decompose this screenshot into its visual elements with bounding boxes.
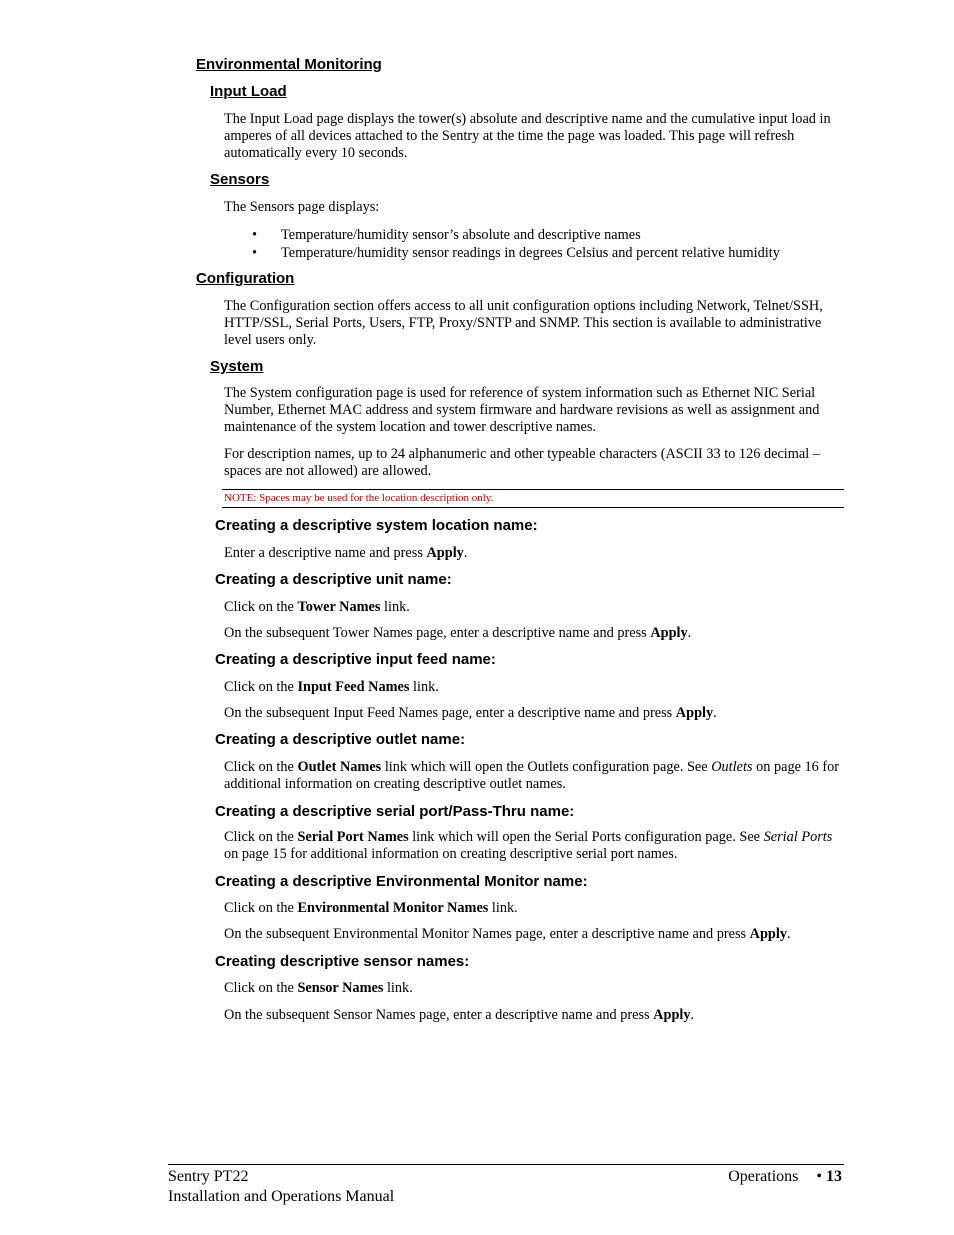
env-monitor-paragraph-2: On the subsequent Environmental Monitor Names page, enter a descriptive name and press Apply. [224, 926, 791, 942]
bullet-text: Temperature/humidity sensor readings in degrees Celsius and percent relative humidity [281, 245, 780, 261]
footer-product: Sentry PT22 [168, 1168, 249, 1185]
heading-unit-name: Creating a descriptive unit name: [215, 571, 452, 588]
heading-input-feed-name: Creating a descriptive input feed name: [215, 651, 496, 668]
serial-port-names-label: Serial Port Names [297, 829, 409, 845]
system-paragraph-1: The System configuration page is used for reference of system information such as Ethernet NIC Serial Number, Ethernet MAC address and system firmware and hardware revisions as well as assignment and maintenance of the system location and tower descriptive names. [224, 385, 820, 436]
footer-chapter: Operations [728, 1168, 799, 1185]
outlet-names-label: Outlet Names [297, 759, 382, 775]
bullet-icon: • [252, 227, 258, 243]
note-text: NOTE: Spaces may be used for the location description only. [224, 492, 494, 504]
apply-label: Apply [426, 545, 464, 561]
apply-label: Apply [653, 1007, 691, 1023]
unit-name-paragraph-1: Click on the Tower Names link. [224, 599, 410, 615]
heading-location-name: Creating a descriptive system location name: [215, 517, 538, 534]
bullet-icon: • [252, 245, 258, 261]
sensors-bullet-list [224, 226, 846, 262]
list-item [224, 226, 846, 244]
footer-left [168, 1167, 394, 1207]
sensor-names-label: Sensor Names [297, 980, 384, 996]
page-number: 13 [826, 1168, 842, 1185]
heading-env-monitor-name: Creating a descriptive Environmental Monitor name: [215, 873, 588, 890]
configuration-paragraph: The Configuration section offers access to all unit configuration options including Network, Telnet/SSH, HTTP/SSL, Serial Ports, Users, FTP, Proxy/SNTP and SNMP. This section is available to administrative level users only. [224, 298, 823, 349]
sensor-names-paragraph-1: Click on the Sensor Names link. [224, 980, 413, 996]
sensors-intro: The Sensors page displays: [224, 199, 380, 215]
env-monitor-paragraph-1: Click on the Environmental Monitor Names link. [224, 900, 518, 916]
input-feed-names-label: Input Feed Names [297, 679, 410, 695]
tower-names-label: Tower Names [297, 599, 381, 615]
heading-environmental-monitoring: Environmental Monitoring [196, 56, 382, 73]
list-item [224, 244, 846, 262]
input-feed-paragraph-1: Click on the Input Feed Names link. [224, 679, 439, 695]
location-name-paragraph: Enter a descriptive name and press Apply. [224, 545, 468, 561]
heading-system: System [210, 358, 264, 375]
heading-sensors: Sensors [210, 171, 270, 188]
bullet-text: Temperature/humidity sensor’s absolute and descriptive names [281, 227, 641, 243]
apply-label: Apply [650, 625, 688, 641]
apply-label: Apply [675, 705, 714, 721]
input-load-paragraph: The Input Load page displays the tower(s) absolute and descriptive name and the cumulative input load in amperes of all devices attached to the Sentry at the time the page was loaded. This page will refresh automatically every 10 seconds. [224, 111, 831, 162]
outlets-reference: Outlets [711, 759, 753, 775]
serial-ports-reference: Serial Ports [763, 829, 833, 845]
heading-input-load: Input Load [210, 83, 287, 100]
note-box [222, 489, 844, 508]
heading-serial-name: Creating a descriptive serial port/Pass-Thru name: [215, 803, 575, 820]
footer-manual: Installation and Operations Manual [168, 1188, 395, 1205]
footer-bullet-icon: • [816, 1168, 822, 1185]
footer-divider [168, 1164, 844, 1165]
sensor-names-paragraph-2: On the subsequent Sensor Names page, enter a descriptive name and press Apply. [224, 1007, 695, 1023]
apply-label: Apply [749, 926, 788, 942]
env-monitor-names-label: Environmental Monitor Names [297, 900, 489, 916]
system-paragraph-2: For description names, up to 24 alphanumeric and other typeable characters (ASCII 33 to 126 decimal – spaces are not allowed) are allowed. [224, 446, 820, 480]
heading-sensor-names: Creating descriptive sensor names: [215, 953, 470, 970]
serial-name-paragraph: Click on the Serial Port Names link which will open the Serial Ports configuration page. See Serial Ports on page 15 for additional information on creating descriptive serial port names. [224, 829, 833, 863]
heading-configuration: Configuration [196, 270, 295, 287]
footer-right [728, 1167, 842, 1187]
outlet-name-paragraph: Click on the Outlet Names link which will open the Outlets configuration page. See Outlets on page 16 for additional information on creating descriptive outlet names. [224, 759, 840, 793]
input-feed-paragraph-2: On the subsequent Input Feed Names page, enter a descriptive name and press Apply. [224, 705, 717, 721]
heading-outlet-name: Creating a descriptive outlet name: [215, 731, 466, 748]
unit-name-paragraph-2: On the subsequent Tower Names page, enter a descriptive name and press Apply. [224, 625, 692, 641]
